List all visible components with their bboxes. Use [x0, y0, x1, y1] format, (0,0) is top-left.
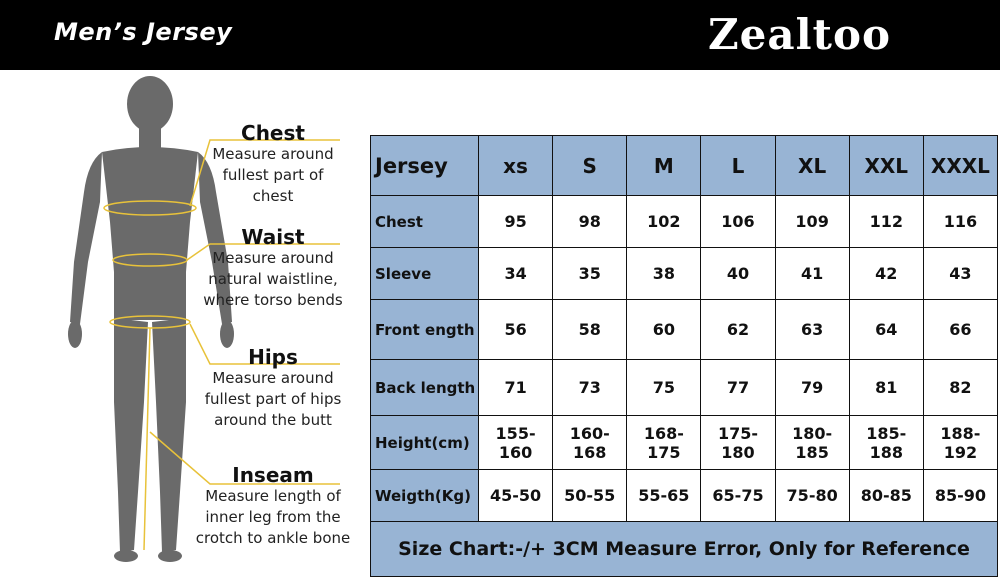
- size-chart-table: [370, 135, 998, 577]
- table-cell: 155-160: [479, 416, 553, 470]
- size-header-cell: XXXL: [923, 136, 997, 196]
- table-cell: 43: [923, 248, 997, 300]
- table-row: [371, 300, 998, 360]
- table-cell: 95: [479, 196, 553, 248]
- size-header-cell: S: [553, 136, 627, 196]
- size-header-row: [371, 136, 998, 196]
- table-cell: 73: [553, 360, 627, 416]
- chest-desc-line: fullest part of: [222, 166, 324, 184]
- table-cell: 98: [553, 196, 627, 248]
- size-header-cell: XXL: [849, 136, 923, 196]
- table-cell: 106: [701, 196, 775, 248]
- table-footer-note: Size Chart:-/+ 3CM Measure Error, Only for Reference: [371, 522, 998, 577]
- table-cell: 85-90: [923, 470, 997, 522]
- table-cell: 40: [701, 248, 775, 300]
- table-cell: 42: [849, 248, 923, 300]
- hips-desc-line: Measure around: [212, 369, 334, 387]
- table-cell: 180-185: [775, 416, 849, 470]
- inseam-desc-line: inner leg from the: [205, 508, 341, 526]
- table-cell: 168-175: [627, 416, 701, 470]
- row-label: Height(cm): [371, 416, 479, 470]
- callout-waist: [178, 226, 368, 311]
- waist-desc-line: natural waistline,: [208, 270, 338, 288]
- hips-desc-line: around the butt: [214, 411, 332, 429]
- table-cell: 77: [701, 360, 775, 416]
- table-cell: 35: [553, 248, 627, 300]
- table-row: [371, 360, 998, 416]
- table-cell: 80-85: [849, 470, 923, 522]
- table-corner-label: Jersey: [371, 136, 479, 196]
- row-label: Back length: [371, 360, 479, 416]
- table-cell: 45-50: [479, 470, 553, 522]
- chest-title: Chest: [241, 121, 305, 145]
- table-cell: 116: [923, 196, 997, 248]
- table-cell: 188-192: [923, 416, 997, 470]
- row-label: Sleeve: [371, 248, 479, 300]
- page-title: Men’s Jersey: [54, 18, 233, 46]
- table-row: [371, 470, 998, 522]
- table-cell: 55-65: [627, 470, 701, 522]
- table-cell: 58: [553, 300, 627, 360]
- table-cell: 34: [479, 248, 553, 300]
- table-cell: 160-168: [553, 416, 627, 470]
- waist-desc-line: Measure around: [212, 249, 334, 267]
- chest-desc-line: Measure around: [212, 145, 334, 163]
- table-cell: 60: [627, 300, 701, 360]
- table-cell: 64: [849, 300, 923, 360]
- table-cell: 175-180: [701, 416, 775, 470]
- chest-desc-line: chest: [252, 187, 294, 205]
- table-cell: 63: [775, 300, 849, 360]
- row-label: Chest: [371, 196, 479, 248]
- table-row: [371, 196, 998, 248]
- table-cell: 81: [849, 360, 923, 416]
- inseam-title: Inseam: [232, 463, 314, 487]
- size-header-cell: XL: [775, 136, 849, 196]
- waist-desc-line: where torso bends: [203, 291, 343, 309]
- table-footer-row: [371, 522, 998, 577]
- table-cell: 79: [775, 360, 849, 416]
- table-row: [371, 416, 998, 470]
- size-header-cell: M: [627, 136, 701, 196]
- size-header-cell: xs: [479, 136, 553, 196]
- header-bar: [0, 0, 1000, 70]
- size-header-cell: L: [701, 136, 775, 196]
- table-cell: 75-80: [775, 470, 849, 522]
- brand-logo: Zealtoo: [708, 10, 891, 59]
- table-cell: 109: [775, 196, 849, 248]
- inseam-desc-line: Measure length of: [205, 487, 341, 505]
- table-cell: 71: [479, 360, 553, 416]
- row-label: Weigth(Kg): [371, 470, 479, 522]
- table-cell: 185-188: [849, 416, 923, 470]
- row-label: Front ength: [371, 300, 479, 360]
- table-cell: 112: [849, 196, 923, 248]
- table-row: [371, 248, 998, 300]
- callout-hips: [178, 346, 368, 431]
- table-cell: 65-75: [701, 470, 775, 522]
- table-cell: 62: [701, 300, 775, 360]
- table-cell: 56: [479, 300, 553, 360]
- callout-inseam: [178, 464, 368, 549]
- inseam-desc-line: crotch to ankle bone: [195, 529, 351, 547]
- table-cell: 102: [627, 196, 701, 248]
- waist-title: Waist: [241, 225, 305, 249]
- table-cell: 82: [923, 360, 997, 416]
- table-cell: 38: [627, 248, 701, 300]
- table-cell: 41: [775, 248, 849, 300]
- hips-title: Hips: [248, 345, 298, 369]
- table-cell: 66: [923, 300, 997, 360]
- hips-desc-line: fullest part of hips: [204, 390, 342, 408]
- callout-chest: [178, 122, 368, 207]
- table-cell: 75: [627, 360, 701, 416]
- table-cell: 50-55: [553, 470, 627, 522]
